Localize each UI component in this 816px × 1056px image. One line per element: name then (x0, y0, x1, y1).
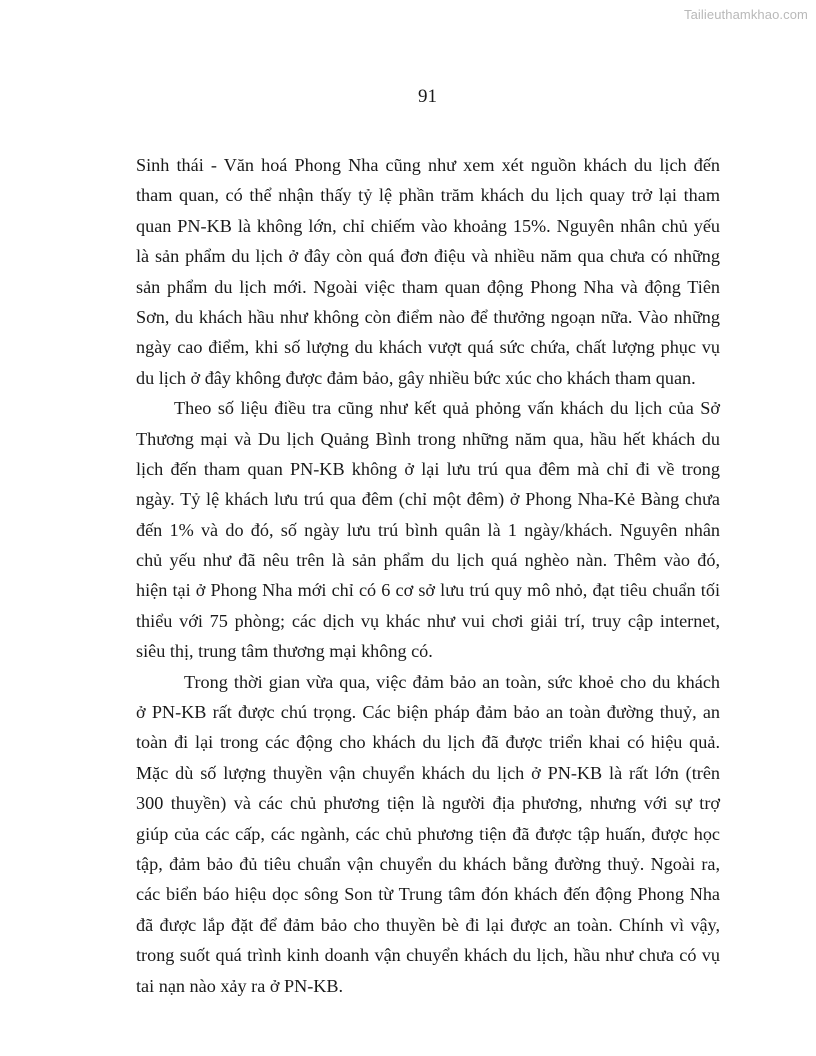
text-line: đã được lắp đặt để đảm bảo cho thuyền bè đi lại được an toàn. Chính vì vậy, (136, 914, 720, 935)
paragraph-2 (136, 393, 720, 667)
text-line: ngày. Tỷ lệ khách lưu trú qua đêm (chỉ một đêm) ở Phong Nha-Kẻ Bàng chưa (136, 489, 720, 510)
text-line: Trong thời gian vừa qua, việc đảm bảo an toàn, sức khoẻ cho du khách (184, 671, 720, 692)
text-line: ở PN-KB rất được chú trọng. Các biện pháp đảm bảo an toàn đường thuỷ, an (136, 702, 720, 723)
text-line: siêu thị, trung tâm thương mại không có. (136, 641, 433, 662)
text-line: Sơn, du khách hầu như không còn điểm nào để thưởng ngoạn nữa. Vào những (136, 306, 720, 327)
watermark: Tailieuthamkhao.com (683, 7, 808, 22)
text-line: du lịch ở đây không được đảm bảo, gây nhiều bức xúc cho khách tham quan. (136, 367, 696, 388)
text-line: Mặc dù số lượng thuyền vận chuyển khách du lịch ở PN-KB là rất lớn (trên (136, 762, 720, 783)
text-line: các biển báo hiệu dọc sông Son từ Trung tâm đón khách đến động Phong Nha (136, 884, 720, 905)
text-line: toàn đi lại trong các động cho khách du lịch đã được triển khai có hiệu quả. (136, 732, 720, 753)
text-line: Thương mại và Du lịch Quảng Bình trong những năm qua, hầu hết khách du (136, 428, 720, 449)
text-line: quan PN-KB là không lớn, chỉ chiếm vào khoảng 15%. Nguyên nhân chủ yếu (136, 215, 720, 236)
text-line: là sản phẩm du lịch ở đây còn quá đơn điệu và nhiều năm qua chưa có những (136, 246, 720, 267)
text-line: tập, đảm bảo đủ tiêu chuẩn vận chuyển du khách bằng đường thuỷ. Ngoài ra, (136, 853, 720, 874)
text-line: hiện tại ở Phong Nha mới chỉ có 6 cơ sở lưu trú quy mô nhỏ, đạt tiêu chuẩn tối (136, 580, 720, 601)
paragraph-3 (136, 667, 720, 1001)
page-number: 91 (418, 86, 437, 107)
text-line: sản phẩm du lịch mới. Ngoài việc tham quan động Phong Nha và động Tiên (136, 276, 720, 297)
text-line: Theo số liệu điều tra cũng như kết quả phỏng vấn khách du lịch của Sở (174, 398, 720, 419)
text-line: giúp của các cấp, các ngành, các chủ phương tiện đã được tập huấn, được học (136, 823, 720, 844)
text-line: thiểu với 75 phòng; các dịch vụ khác như vui chơi giải trí, truy cập internet, (136, 610, 720, 631)
text-line: trong suốt quá trình kinh doanh vận chuyển khách du lịch, hầu như chưa có vụ (136, 945, 720, 966)
text-line: tham quan, có thể nhận thấy tỷ lệ phần trăm khách du lịch quay trở lại tham (136, 185, 720, 206)
text-line: ngày cao điểm, khi số lượng du khách vượt quá sức chứa, chất lượng phục vụ (136, 337, 720, 358)
text-line: đến 1% và do đó, số ngày lưu trú bình quân là 1 ngày/khách. Nguyên nhân (136, 519, 720, 540)
paragraph-1 (136, 150, 720, 393)
text-line: lịch đến tham quan PN-KB không ở lại lưu trú qua đêm mà chỉ đi về trong (136, 458, 720, 479)
text-line: chủ yếu như đã nêu trên là sản phẩm du lịch quá nghèo nàn. Thêm vào đó, (136, 550, 720, 571)
text-line: 300 thuyền) và các chủ phương tiện là người địa phương, nhưng với sự trợ (136, 793, 720, 814)
text-line: Sinh thái - Văn hoá Phong Nha cũng như xem xét nguồn khách du lịch đến (136, 155, 720, 175)
text-line: tai nạn nào xảy ra ở PN-KB. (136, 975, 344, 996)
document-body (136, 150, 720, 1001)
